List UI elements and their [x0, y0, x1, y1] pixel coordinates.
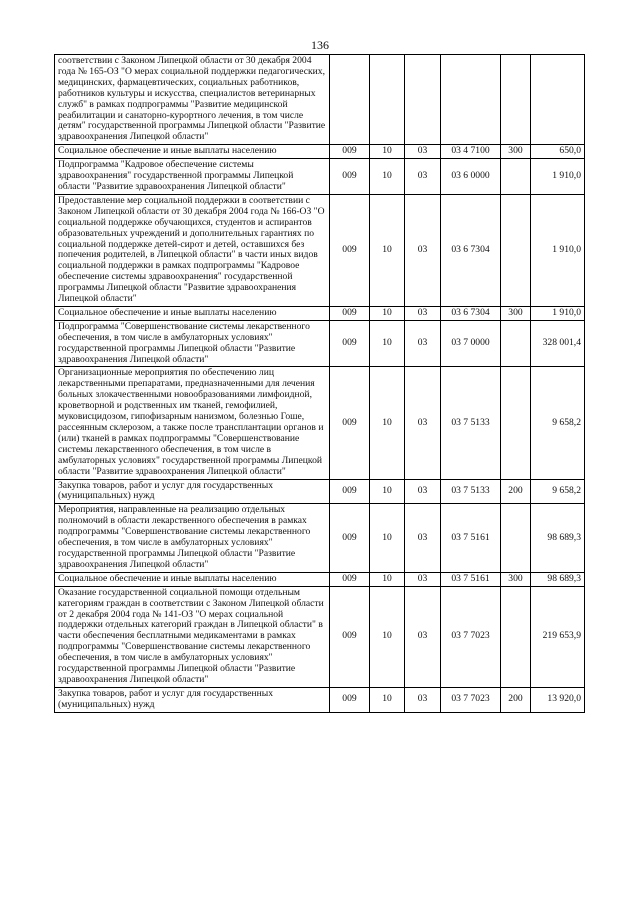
target-article-code: 03 7 7023: [441, 687, 501, 712]
row-amount: 650,0: [531, 145, 585, 159]
section-code: 10: [370, 367, 405, 479]
subsection-code: 03: [405, 194, 441, 306]
section-code: 10: [370, 194, 405, 306]
ministry-code: 009: [330, 586, 370, 687]
section-code: 10: [370, 479, 405, 504]
row-amount: 13 920,0: [531, 687, 585, 712]
table-row: [55, 159, 585, 195]
subsection-code: 03: [405, 367, 441, 479]
row-amount: 219 653,9: [531, 586, 585, 687]
subsection-code: 03: [405, 159, 441, 195]
expense-type-code: [501, 367, 531, 479]
ministry-code: 009: [330, 572, 370, 586]
expense-type-code: [501, 159, 531, 195]
section-code: [370, 55, 405, 145]
target-article-code: 03 7 7023: [441, 586, 501, 687]
ministry-code: 009: [330, 479, 370, 504]
row-amount: 98 689,3: [531, 572, 585, 586]
row-description: Закупка товаров, работ и услуг для государственных (муниципальных) нужд: [55, 687, 330, 712]
expense-type-code: [501, 320, 531, 367]
target-article-code: 03 7 5161: [441, 572, 501, 586]
section-code: 10: [370, 320, 405, 367]
subsection-code: 03: [405, 145, 441, 159]
row-description: Мероприятия, направленные на реализацию отдельных полномочий в области лекарственного обеспечения в рамках подпрограммы "Совершенствование системы лекарственного обеспечения, в том числе в амбулаторных условиях" государственной программы Липецкой области "Развитие здравоохранения Липецкой области": [55, 504, 330, 572]
expense-type-code: [501, 55, 531, 145]
target-article-code: 03 7 0000: [441, 320, 501, 367]
expense-type-code: [501, 504, 531, 572]
target-article-code: 03 6 7304: [441, 194, 501, 306]
table-row: [55, 586, 585, 687]
row-amount: 1 910,0: [531, 194, 585, 306]
row-description: Социальное обеспечение и иные выплаты населению: [55, 572, 330, 586]
subsection-code: 03: [405, 572, 441, 586]
table-row: [55, 55, 585, 145]
ministry-code: 009: [330, 145, 370, 159]
row-amount: [531, 55, 585, 145]
subsection-code: 03: [405, 306, 441, 320]
table-row: [55, 479, 585, 504]
section-code: 10: [370, 572, 405, 586]
page-number: 136: [311, 38, 329, 52]
target-article-code: [441, 55, 501, 145]
row-amount: 9 658,2: [531, 367, 585, 479]
table-row: [55, 367, 585, 479]
section-code: 10: [370, 586, 405, 687]
expense-type-code: 300: [501, 572, 531, 586]
table-row: [55, 145, 585, 159]
section-code: 10: [370, 159, 405, 195]
row-description: Социальное обеспечение и иные выплаты населению: [55, 306, 330, 320]
target-article-code: 03 6 7304: [441, 306, 501, 320]
expense-type-code: [501, 194, 531, 306]
table-row: [55, 320, 585, 367]
ministry-code: 009: [330, 320, 370, 367]
expense-type-code: 300: [501, 306, 531, 320]
table-row: [55, 504, 585, 572]
subsection-code: 03: [405, 687, 441, 712]
ministry-code: [330, 55, 370, 145]
subsection-code: [405, 55, 441, 145]
row-description: Подпрограмма "Кадровое обеспечение системы здравоохранения" государственной программы Липецкой области "Развитие здравоохранения Липецкой области": [55, 159, 330, 195]
row-description: Закупка товаров, работ и услуг для государственных (муниципальных) нужд: [55, 479, 330, 504]
ministry-code: 009: [330, 687, 370, 712]
ministry-code: 009: [330, 194, 370, 306]
ministry-code: 009: [330, 306, 370, 320]
table-row: [55, 194, 585, 306]
section-code: 10: [370, 687, 405, 712]
section-code: 10: [370, 504, 405, 572]
row-amount: 1 910,0: [531, 306, 585, 320]
row-amount: 98 689,3: [531, 504, 585, 572]
subsection-code: 03: [405, 586, 441, 687]
ministry-code: 009: [330, 159, 370, 195]
ministry-code: 009: [330, 504, 370, 572]
budget-table: [54, 54, 585, 713]
row-description: Предоставление мер социальной поддержки в соответствии с Законом Липецкой области от 30 декабря 2004 года № 166-ОЗ "О социальной поддержке обучающихся, студентов и аспирантов образовательных учреждений и дополнительных гарантиях по социальной поддержке детей-сирот и детей, оставшихся без попечения родителей, в Липецкой области" в части иных видов социальной поддержки в рамках подпрограммы "Кадровое обеспечение системы здравоохранения" государственной программы Липецкой области "Развитие здравоохранения Липецкой области": [55, 194, 330, 306]
table-row: [55, 687, 585, 712]
target-article-code: 03 7 5133: [441, 367, 501, 479]
row-amount: 1 910,0: [531, 159, 585, 195]
row-description: Подпрограмма "Совершенствование системы лекарственного обеспечения, в том числе в амбулаторных условиях" государственной программы Липецкой области "Развитие здравоохранения Липецкой области": [55, 320, 330, 367]
row-description: соответствии с Законом Липецкой области от 30 декабря 2004 года № 165-ОЗ "О мерах социальной поддержки педагогических, медицинских, фармацевтических, социальных работников, работников культуры и искусства, специалистов ветеринарных служб" в рамках подпрограммы "Развитие медицинской реабилитации и санаторно-курортного лечения, в том числе детям" государственной программы Липецкой области "Развитие здравоохранения Липецкой области": [55, 55, 330, 145]
expense-type-code: [501, 586, 531, 687]
target-article-code: 03 6 0000: [441, 159, 501, 195]
table-row: [55, 572, 585, 586]
target-article-code: 03 7 5133: [441, 479, 501, 504]
subsection-code: 03: [405, 504, 441, 572]
section-code: 10: [370, 145, 405, 159]
expense-type-code: 300: [501, 145, 531, 159]
target-article-code: 03 4 7100: [441, 145, 501, 159]
table-row: [55, 306, 585, 320]
row-description: Организационные мероприятия по обеспечению лиц лекарственными препаратами, предназначенными для лечения больных злокачественными новообразованиями лимфоидной, кроветворной и родственных им тканей, гемофилией, муковисцидозом, гипофизарным нанизмом, болезнью Гоше, рассеянным склерозом, а также после трансплантации органов и (или) тканей в рамках подпрограммы "Совершенствование системы лекарственного обеспечения, в том числе в амбулаторных условиях" государственной программы Липецкой области "Развитие здравоохранения Липецкой области": [55, 367, 330, 479]
subsection-code: 03: [405, 320, 441, 367]
expense-type-code: 200: [501, 479, 531, 504]
budget-table-body: [55, 55, 585, 713]
row-amount: 9 658,2: [531, 479, 585, 504]
subsection-code: 03: [405, 479, 441, 504]
target-article-code: 03 7 5161: [441, 504, 501, 572]
row-description: Социальное обеспечение и иные выплаты населению: [55, 145, 330, 159]
expense-type-code: 200: [501, 687, 531, 712]
section-code: 10: [370, 306, 405, 320]
row-amount: 328 001,4: [531, 320, 585, 367]
ministry-code: 009: [330, 367, 370, 479]
row-description: Оказание государственной социальной помощи отдельным категориям граждан в соответствии с Законом Липецкой области от 2 декабря 2004 года № 141-ОЗ "О мерах социальной поддержки отдельных категорий граждан в Липецкой области" в части обеспечения бесплатными медикаментами в рамках подпрограммы "Совершенствование системы лекарственного обеспечения, в том числе в амбулаторных условиях" государственной программы Липецкой области "Развитие здравоохранения Липецкой области": [55, 586, 330, 687]
